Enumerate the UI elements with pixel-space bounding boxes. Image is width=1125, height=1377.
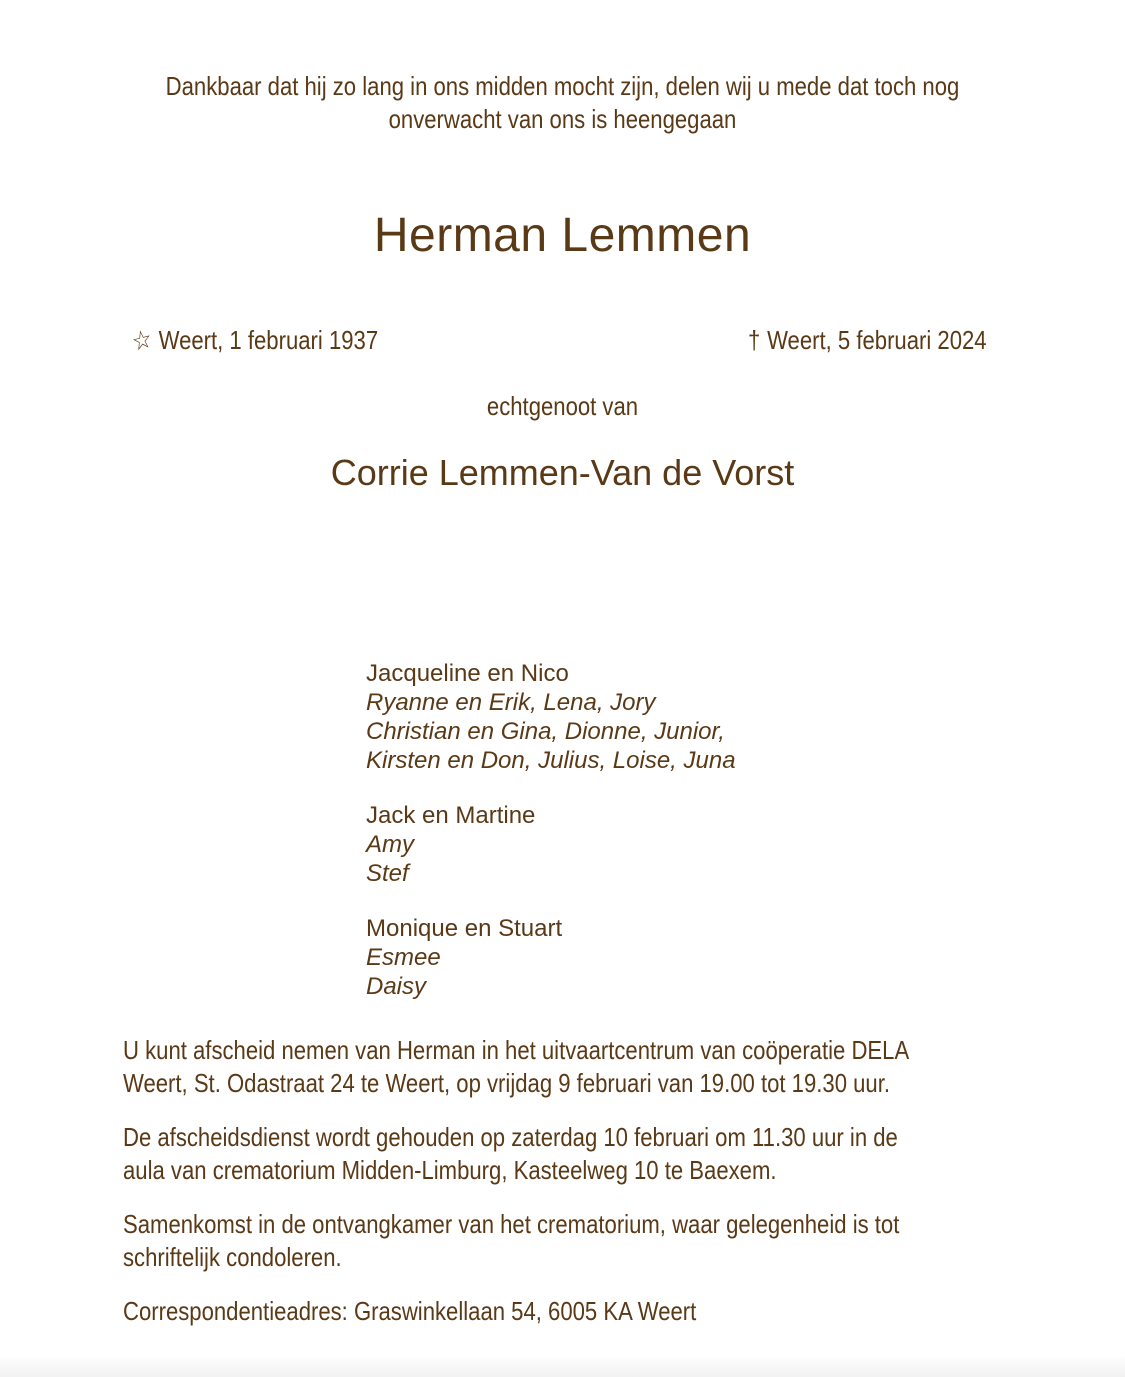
family-group-head: Jack en Martine xyxy=(366,802,536,829)
paragraph-line: aula van crematorium Midden-Limburg, Kasteelweg 10 te Baexem. xyxy=(123,1155,777,1185)
family-member: Stef xyxy=(366,860,409,887)
family-group-head: Monique en Stuart xyxy=(366,915,563,942)
family-member: Esmee xyxy=(366,944,441,971)
service-paragraph xyxy=(123,1121,1016,1187)
paragraph-line: Correspondentieadres: Graswinkellaan 54, 6005 KA Weert xyxy=(123,1296,697,1326)
paragraph-line: De afscheidsdienst wordt gehouden op zaterdag 10 februari om 11.30 uur in de xyxy=(123,1122,898,1152)
opening-sentence-line: onverwacht van ons is heengegaan xyxy=(388,104,737,134)
birth-star-icon: ☆ xyxy=(129,322,155,358)
death-date-text: Weert, 5 februari 2024 xyxy=(767,325,987,355)
family-member: Amy xyxy=(366,831,414,858)
family-member: Christian en Gina, Dionne, Junior, xyxy=(366,718,725,745)
dates-row xyxy=(0,323,1125,363)
family-group xyxy=(366,659,736,775)
family-group xyxy=(366,914,736,1001)
correspondence-address xyxy=(123,1295,1016,1328)
death-date xyxy=(748,323,987,357)
deceased-name: Herman Lemmen xyxy=(373,209,752,262)
spouse-intro: echtgenoot van xyxy=(486,391,639,421)
family-member: Ryanne en Erik, Lena, Jory xyxy=(366,689,656,716)
family-group-head: Jacqueline en Nico xyxy=(366,660,569,687)
opening-sentence-line: Dankbaar dat hij zo lang in ons midden mocht zijn, delen wij u mede dat toch nog xyxy=(165,71,960,101)
scan-shadow xyxy=(0,1355,1125,1377)
paragraph-line: Weert, St. Odastraat 24 te Weert, op vrijdag 9 februari van 19.00 tot 19.30 uur. xyxy=(123,1068,890,1098)
paragraph-line: schriftelijk condoleren. xyxy=(123,1242,342,1272)
paragraph-line: U kunt afscheid nemen van Herman in het uitvaartcentrum van coöperatie DELA xyxy=(123,1035,910,1065)
family-member: Kirsten en Don, Julius, Loise, Juna xyxy=(366,747,736,774)
family-member: Daisy xyxy=(366,973,427,1000)
opening-sentence xyxy=(84,70,1040,136)
birth-date xyxy=(129,322,379,358)
birth-date-text: Weert, 1 februari 1937 xyxy=(158,325,379,355)
family-list xyxy=(366,659,736,1027)
family-group xyxy=(366,801,736,888)
condolence-paragraph xyxy=(123,1208,1016,1274)
paragraph-line: Samenkomst in de ontvangkamer van het crematorium, waar gelegenheid is tot xyxy=(123,1209,900,1239)
viewing-info-paragraph xyxy=(123,1034,1016,1100)
service-info xyxy=(123,1034,1016,1349)
death-cross-icon: † xyxy=(748,325,761,355)
spouse-name: Corrie Lemmen-Van de Vorst xyxy=(330,452,795,493)
